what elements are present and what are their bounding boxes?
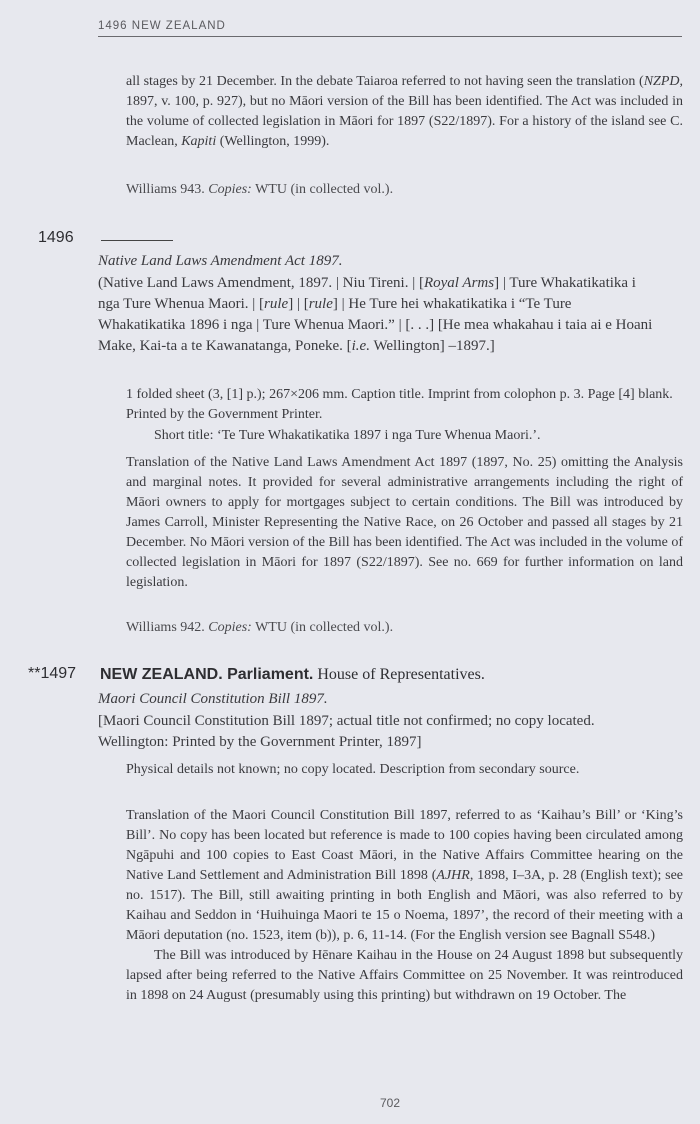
entry-number: 1496 (38, 229, 74, 246)
entry-title: Native Land Laws Amendment Act 1897. (98, 253, 343, 269)
reference-text: Williams 942. (126, 620, 209, 635)
entry-note (126, 806, 683, 1006)
physical-description: 1 folded sheet (3, [1] p.); 267×206 mm. Caption title. Imprint from colophon p. 3. Page [4] blank. Printed by the Government Printer. (126, 387, 673, 422)
note-paragraph: The Bill was introduced by Hēnare Kaihau in the House on 24 August 1898 but subsequently lapsed after being referred to the Native Affairs Committee on 25 November. It was reintroduced in 1898 on 24 August (presumably using this printing) but withdrawn on 19 October. The (126, 948, 683, 1003)
entry-note: Translation of the Native Land Laws Amendment Act 1897 (1897, No. 25) omitting the Analysis and marginal notes. It provided for several administrative arrangements including the right of Māori owners to apply for mortgages subject to certain conditions. The Bill was introduced by James Carroll, Minister Representing the Native Race, on 26 October and passed all stages by 21 December. No Māori version of the Bill has been identified. The Act was included in the volume of collected legislation in Māori for 1897 (S22/1897). See no. 669 for further information on land legislation. (126, 455, 683, 590)
transcript-text: ] | Ture Whakatikatika i nga Ture Whenua Maori. | [ (98, 275, 636, 312)
heading-house: House of Representatives. (313, 666, 485, 683)
continuation-italic: NZPD (643, 74, 680, 89)
note-text: Translation of the Maori Council Constitution Bill 1897, referred to as ‘Kaihau’s Bill’ or ‘King’s Bill’. No copy has been located but reference is made to 100 copies having been circulated among Ngāpuhi and 100 copies to East Coast Māori, in the Native Affairs Committee hearing on the Native Land Settlement and Administration Bill 1898 ( (126, 808, 683, 883)
transcript-text: ] | He Ture hei whakatikatika i “Te Ture Whakatikatika 1896 i nga | Ture Whenua Maori.” | [. . .] [He mea whakahau i taia ai e Hoani Make, Kai-ta a te Kawanatanga, Poneke. [ (98, 296, 653, 354)
note-text: , 1898, I–3A, p. 28 (English text); see no. 1517). The Bill, still awaiting printing in both English and Māori, was also referred to by Kaihau and Seddon in ‘Huihuinga Maori te 15 o Noema, 1897’, the record of their meeting with a Māori deputation (no. 1523, item (b)), p. 6, 11-14. (For the English version see Bagnall S548.) (126, 868, 684, 943)
entry-number: **1497 (28, 665, 77, 682)
continuation-text: (Wellington, 1999). (216, 134, 330, 149)
transcript-text: ] | [ (288, 296, 309, 312)
title-transcript: [Maori Council Constitution Bill 1897; actual title not confirmed; no copy located. Wellington: Printed by the Government Printer, 1897] (98, 713, 595, 750)
running-head: 1496 NEW ZEALAND (98, 20, 682, 37)
transcript-italic: i.e. (351, 338, 370, 354)
transcript-text: (Native Land Laws Amendment, 1897. | Niu Tireni. | [ (98, 275, 424, 291)
continuation-text: all stages by 21 December. In the debate Taiaroa referred to not having seen the translation ( (126, 74, 644, 89)
entry-heading (100, 664, 485, 686)
note-italic: AJHR (436, 868, 470, 883)
heading-org: NEW ZEALAND. Parliament. (100, 666, 314, 683)
continuation-note (126, 72, 683, 152)
physical-description: Physical details not known; no copy located. Description from secondary source. (126, 762, 580, 777)
transcript-italic: Royal Arms (423, 275, 495, 291)
transcript-italic: rule (264, 296, 289, 312)
author-dash (101, 240, 173, 241)
continuation-reference (126, 180, 683, 200)
short-title: Short title: ‘Te Ture Whakatikatika 1897 i nga Ture Whenua Maori.’. (154, 428, 541, 443)
copies-value: WTU (in collected vol.). (251, 620, 394, 635)
copies-label: Copies: (208, 182, 252, 197)
reference-text: Williams 943. (126, 182, 209, 197)
entry-reference (126, 618, 683, 638)
continuation-italic: Kapiti (181, 134, 217, 149)
transcript-italic: rule (308, 296, 333, 312)
page-number: 702 (379, 1096, 401, 1110)
entry-title: Maori Council Constitution Bill 1897. (98, 691, 328, 707)
title-transcript (98, 273, 660, 357)
copies-label: Copies: (208, 620, 252, 635)
copies-value: WTU (in collected vol.). (251, 182, 394, 197)
continuation-text: , 1897, v. 100, p. 927), but no Māori version of the Bill has been identified. The Act was included in the volume of collected legislation in Māori for 1897 (S22/1897). For a history of the island see C. Maclean, (126, 74, 683, 149)
transcript-text: Wellington] –1897.] (369, 338, 495, 354)
